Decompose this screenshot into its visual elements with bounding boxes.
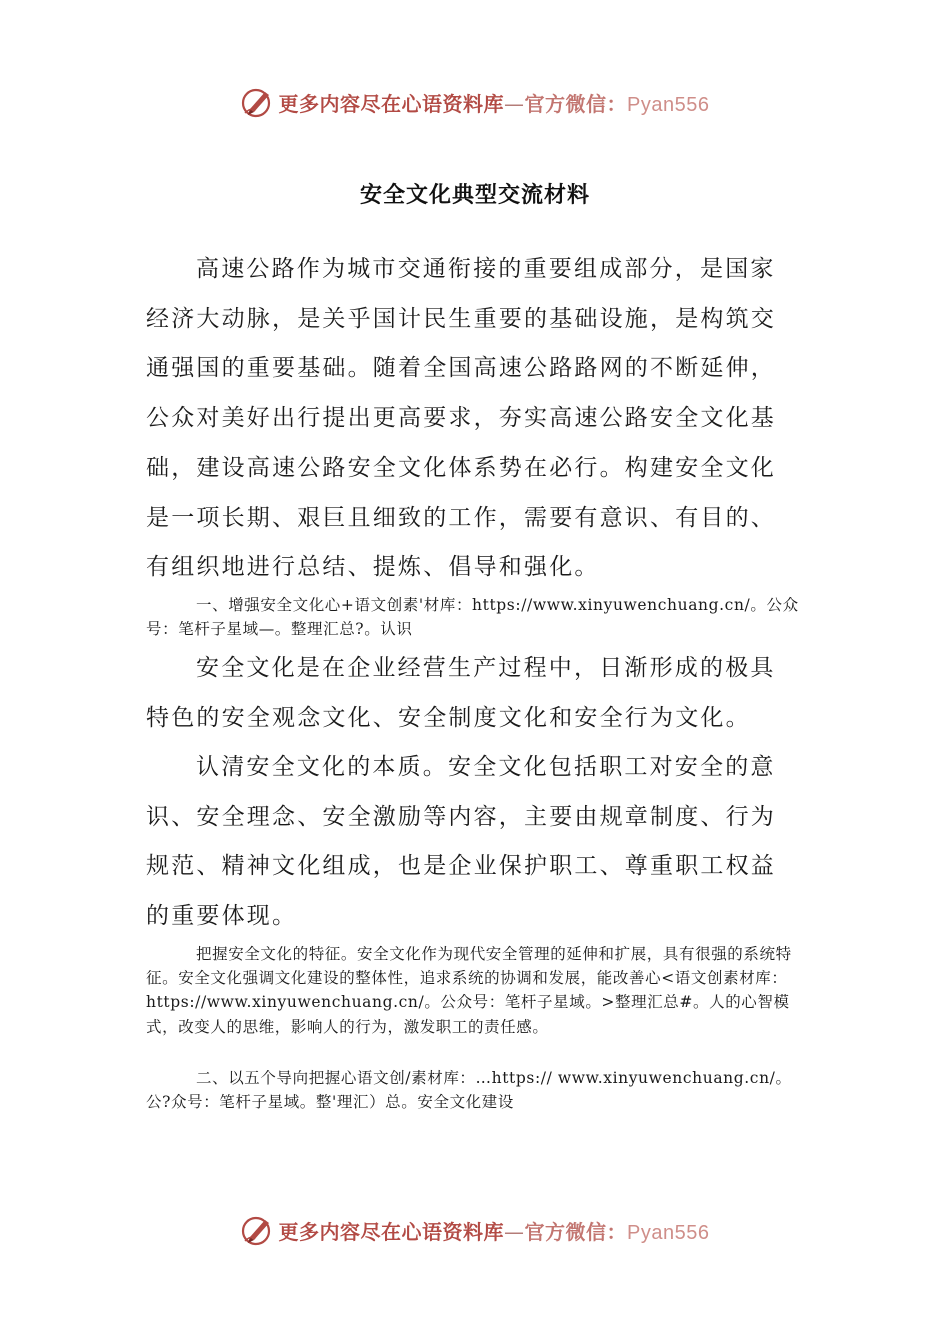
pen-logo-icon bbox=[241, 1213, 275, 1247]
banner-wechat-label: 官方微信： bbox=[524, 1219, 628, 1244]
paragraph-intro: 高速公路作为城市交通衔接的重要组成部分，是国家经济大动脉，是关乎国计民生重要的基础设施，是构筑交通强国的重要基础。随着全国高速公路路网的不断延伸，公众对美好出行提出更高要求，夯实高速公路安全文化基础，建设高速公路安全文化体系势在必行。构建安全文化是一项长期、艰巨且细致的工作，需要有意识、有目的、有组织地进行总结、提炼、倡导和强化。 bbox=[146, 256, 776, 581]
banner-wechat-id: Pyan556 bbox=[627, 1221, 710, 1244]
paragraph-definition: 安全文化是在企业经营生产过程中，日渐形成的极具特色的安全观念文化、安全制度文化和安全行为文化。 bbox=[146, 655, 776, 731]
banner-brand-text: 更多内容尽在心语资料库 bbox=[278, 1219, 505, 1244]
paragraph-section-one-heading: 一、增强安全文化心+语文创素'材库：https://www.xinyuwenchuang.cn/。公众号：笔杆子星域—。整理汇总?。认识 bbox=[146, 596, 799, 639]
paragraph-essence: 认清安全文化的本质。安全文化包括职工对安全的意识、安全理念、安全激励等内容，主要由规章制度、行为规范、精神文化组成，也是企业保护职工、尊重职工权益的重要体现。 bbox=[146, 754, 776, 930]
banner-separator: — bbox=[504, 91, 525, 116]
footer-banner bbox=[0, 1208, 950, 1252]
banner-separator: — bbox=[504, 1219, 525, 1244]
paragraph-characteristics: 把握安全文化的特征。安全文化作为现代安全管理的延伸和扩展，具有很强的系统特征。安全文化强调文化建设的整体性，追求系统的协调和发展，能改善心<语文创素材库：https://www.xinyuwenchuang.cn/。公众号：笔杆子星域。>整理汇总#。人的心智模式，改变人的思维，影响人的行为，激发职工的责任感。 bbox=[146, 945, 792, 1036]
document-title: 安全文化典型交流材料 bbox=[359, 183, 590, 208]
header-banner bbox=[0, 80, 950, 124]
banner-wechat-id: Pyan556 bbox=[627, 93, 710, 116]
pen-logo-icon bbox=[241, 85, 275, 119]
paragraph-section-two-heading: 二、以五个导向把握心语文创/素材库：…https:// www.xinyuwenchuang.cn/。公?众号：笔杆子星域。整'理汇）总。安全文化建设 bbox=[146, 1069, 792, 1112]
banner-brand-text: 更多内容尽在心语资料库 bbox=[278, 91, 505, 116]
banner-wechat-label: 官方微信： bbox=[524, 91, 628, 116]
